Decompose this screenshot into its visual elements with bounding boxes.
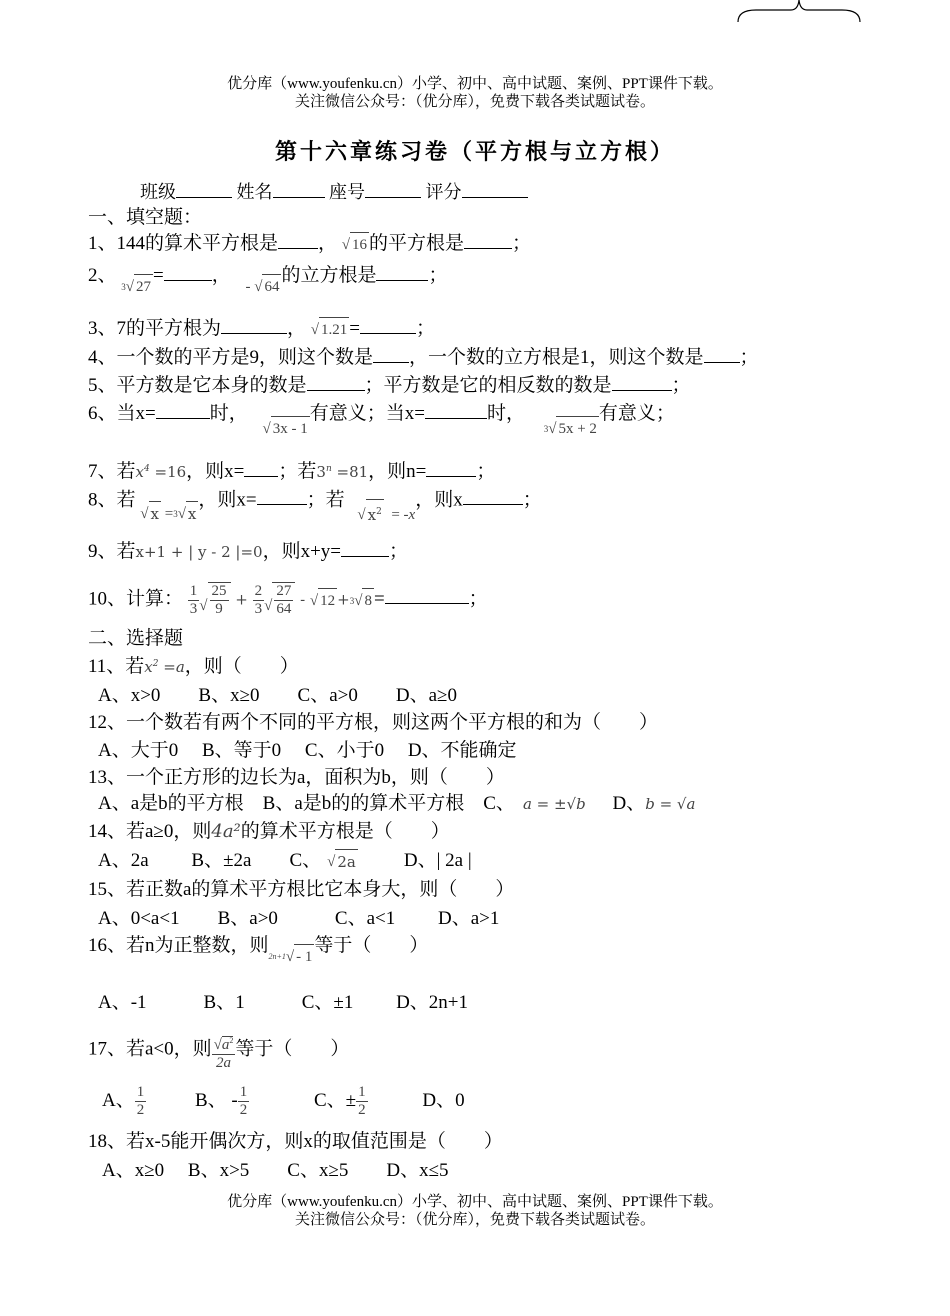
q11-options: A、x>0 B、x≥0 C、a>0 D、a≥0: [98, 685, 457, 706]
q11-eq-a: =a: [163, 658, 185, 676]
question-17: [88, 1030, 349, 1070]
header-line-1: 优分库（www.youfenku.cn）小学、初中、高中试题、案例、PPT课件下载。: [227, 76, 723, 92]
q9-text: 9、若: [88, 541, 136, 562]
q10-text: 10、计算：: [88, 588, 184, 610]
q5-text: 5、平方数是它本身的数是: [88, 375, 307, 396]
footer-line-1: 优分库（www.youfenku.cn）小学、初中、高中试题、案例、PPT课件下载。: [227, 1194, 723, 1210]
cbrt-27: 3 √ 27: [121, 274, 153, 299]
q7-text-4: ，则n=: [368, 461, 427, 482]
footer-line-2: 关注微信公众号：（优分库），免费下载各类试题试卷。: [294, 1212, 655, 1228]
seat-blank[interactable]: [365, 181, 421, 198]
q14-options: [98, 849, 472, 874]
page-title: 第十六章练习卷（平方根与立方根）: [274, 139, 675, 164]
q17-options: [102, 1084, 465, 1119]
q3-blank-2[interactable]: [360, 317, 416, 334]
q7-text: 7、若: [88, 461, 136, 482]
frac-half-c: $\frac{1}{2}$: [358, 1084, 366, 1118]
q13-options: [98, 792, 695, 816]
q8-text-4: ，则x: [415, 489, 463, 511]
question-3: [88, 317, 435, 342]
cbrt-5x-2: 3 √ 5x + 2: [544, 416, 599, 441]
q1-text: 1、144的算术平方根是: [88, 233, 279, 254]
3-to-n: 3$^n$: [316, 463, 332, 481]
question-4: [88, 346, 759, 370]
q9-end: ；: [389, 541, 409, 562]
q16-text: 16、若n为正整数，则: [88, 935, 269, 956]
q10-blank[interactable]: [385, 587, 469, 604]
sqrt-3x-1-radicand: 3x - 1: [271, 416, 310, 441]
q7-eq-81: =81: [336, 463, 369, 481]
frac-sqrt-a2-over-2a: $\frac{√a^2}{2a}$: [212, 1032, 236, 1072]
q17-option-d: D、0: [422, 1089, 465, 1111]
sqrt-2a: √ 2a: [327, 849, 358, 874]
cbrt-27-radicand: 27: [134, 274, 153, 299]
q6-when: 时，: [209, 403, 248, 424]
class-blank[interactable]: [176, 181, 232, 198]
q2-blank-2[interactable]: [376, 264, 428, 281]
q3-eq: =: [349, 318, 360, 339]
score-label: 评分: [425, 182, 462, 202]
class-label: 班级: [140, 182, 176, 202]
sqrt-16-radicand: 16: [350, 232, 369, 257]
q1-blank-1[interactable]: [278, 232, 318, 249]
q1-text-2: 的平方根是: [369, 233, 465, 254]
question-2: [88, 264, 448, 296]
q6-end: 有意义；: [598, 403, 675, 424]
q8-blank-2[interactable]: [463, 488, 523, 505]
q8-blank-1[interactable]: [257, 488, 307, 505]
question-13: 13、一个正方形的边长为a，面积为b，则（ ）: [88, 767, 505, 788]
q17-option-a-label: A、: [102, 1089, 135, 1111]
q14-text-2: 的算术平方根是（ ）: [240, 821, 450, 842]
q17-option-b-label: B、 -: [194, 1089, 238, 1111]
neg-sqrt-64: - √ 64: [245, 274, 281, 299]
q7-eq-16: =16: [154, 463, 187, 481]
q14-options-text: A、2a B、±2a C、: [98, 850, 322, 871]
q1-blank-2[interactable]: [464, 232, 512, 249]
q4-blank-2[interactable]: [704, 346, 740, 363]
sqrt-12: √ 12: [310, 588, 337, 613]
q1-end: ；: [512, 233, 532, 254]
q3-comma: ，: [287, 318, 307, 339]
q2-blank-1[interactable]: [164, 264, 212, 281]
q8-text: 8、若: [88, 489, 136, 511]
q12-options: A、大于0 B、等于0 C、小于0 D、不能确定: [98, 740, 517, 761]
q9-text-2: ，则x+y=: [262, 541, 342, 562]
q6-blank-2[interactable]: [425, 402, 487, 419]
q2-end: ；: [428, 265, 448, 286]
x-to-4: $x^4$: [135, 463, 150, 481]
q17-option-c-label: C、±: [314, 1089, 357, 1111]
q8-end: ；: [522, 489, 542, 511]
brace-decoration: [736, 0, 862, 24]
section-2-heading: 二、选择题: [88, 628, 184, 649]
q16-options: A、-1 B、1 C、±1 D、2n+1: [98, 992, 469, 1013]
question-15: 15、若正数a的算术平方根比它本身大，则（ ）: [88, 879, 515, 900]
q7-text-3: ；若: [278, 461, 317, 482]
frac-half-b: $\frac{1}{2}$: [239, 1084, 248, 1118]
q4-end: ；: [739, 347, 759, 368]
q17-text: 17、若a<0，则: [88, 1038, 212, 1060]
sqrt-x-eq-cbrt-x: √ x = 3 √ x: [140, 501, 198, 526]
q3-blank-1[interactable]: [221, 317, 287, 334]
q14-text: 14、若a≥0，则: [88, 821, 212, 842]
q4-text-2: ，一个数的立方根是1，则这个数是: [409, 347, 704, 368]
q4-blank-1[interactable]: [373, 346, 409, 363]
q6-blank-1[interactable]: [156, 402, 210, 419]
sqrt-64-radicand: 64: [262, 274, 281, 299]
q15-options: A、0<a<1 B、a>0 C、a<1 D、a>1: [98, 908, 500, 929]
q6-text: 6、当x=: [88, 403, 156, 424]
question-18: 18、若x-5能开偶次方，则x的取值范围是（ ）: [88, 1131, 503, 1152]
q18-options: A、x≥0 B、x>5 C、x≥5 D、x≤5: [102, 1160, 449, 1181]
cbrt-5x-2-radicand: 5x + 2: [556, 416, 598, 441]
q1-comma: ，: [318, 233, 338, 254]
q3-end: ；: [415, 318, 435, 339]
q3-text: 3、7的平方根为: [88, 318, 222, 339]
q2-eq: =: [153, 265, 164, 286]
sqrt-x2-eq-neg-x: √ $x^2$ = - x: [357, 499, 415, 527]
q2-num: 2、: [88, 265, 117, 286]
q16-text-2: 等于（ ）: [314, 935, 429, 956]
question-12: 12、一个数若有两个不同的平方根，则这两个平方根的和为（ ）: [88, 712, 659, 733]
x-squared: $x^2$: [144, 658, 159, 676]
sqrt-1-21-radicand: 1.21: [319, 317, 349, 342]
frac-2-3: $\frac{2}{3}$: [254, 582, 263, 617]
question-11: [88, 652, 299, 679]
q10-end: ；: [468, 588, 488, 610]
question-1: [88, 232, 531, 257]
q4-text: 4、一个数的平方是9，则这个数是: [88, 347, 374, 368]
frac-1-3: $\frac{1}{3}$: [189, 582, 198, 617]
q6-when-2: 时，: [486, 403, 525, 424]
q17-text-2: 等于（ ）: [235, 1038, 350, 1060]
q10-eq: =: [373, 588, 385, 610]
question-14: [88, 820, 450, 844]
sqrt-3x-1: √ 3x - 1: [262, 416, 309, 441]
root-2n1-neg1: 2n+1 √ - 1: [269, 944, 315, 969]
q5-text-2: ；平方数是它的相反数的数是: [364, 375, 612, 396]
q5-end: ；: [671, 375, 691, 396]
info-row: [140, 180, 528, 204]
q14-option-d: D、| 2a |: [403, 850, 472, 871]
frac-half-a: $\frac{1}{2}$: [136, 1084, 145, 1118]
question-8: [88, 487, 542, 524]
q11-text-2: ，则（ ）: [184, 656, 299, 677]
q11-text: 11、若: [88, 656, 145, 677]
root-radicand: - 1: [294, 944, 314, 969]
q5-blank-2[interactable]: [612, 374, 672, 391]
question-7: [88, 457, 495, 484]
sqrt-25-9: √ $\frac{25}{9}$: [199, 582, 230, 618]
question-10: 10、计算： $\frac{1}{3}$ √ $\frac{25}{9}$ + $\frac{2}{3}$ √ $\frac{27}{64}$ - √ 12 + 3 √ 8 = ；: [88, 582, 488, 617]
score-blank[interactable]: [462, 181, 528, 198]
seat-label: 座号: [329, 182, 365, 202]
q7-text-2: ，则x=: [186, 461, 245, 482]
sqrt-2a-radicand: 2a: [335, 849, 358, 874]
question-16: [88, 934, 429, 966]
q7-end: ；: [476, 461, 496, 482]
q2-comma: ，: [211, 265, 231, 286]
question-9: [88, 540, 408, 564]
q2-text: 的立方根是: [281, 265, 377, 286]
name-blank[interactable]: [273, 181, 325, 198]
section-1-heading: 一、填空题：: [88, 207, 203, 228]
q7-blank-1[interactable]: [244, 460, 278, 477]
q9-blank[interactable]: [341, 540, 389, 557]
q8-text-3: ；若: [306, 489, 345, 511]
header-line-2: 关注微信公众号：（优分库），免费下载各类试题试卷。: [294, 94, 655, 110]
sqrt-27-64: √ $\frac{27}{64}$: [264, 582, 295, 618]
question-6: [88, 402, 675, 438]
q13-option-d-expr: b = √a: [645, 795, 696, 813]
q7-blank-2[interactable]: [426, 460, 476, 477]
question-5: [88, 374, 691, 398]
name-label: 姓名: [236, 182, 273, 202]
q6-text-2: 有意义；当x=: [309, 403, 425, 424]
sqrt-16: √ 16: [342, 232, 369, 257]
sqrt-1-21: √ 1.21: [311, 317, 349, 342]
q8-text-2: ，则x=: [198, 489, 257, 511]
q14-expr: 4a²: [211, 821, 241, 842]
q13-options-text: A、a是b的平方根 B、a是b的的算术平方根 C、: [98, 793, 515, 814]
q5-blank-1[interactable]: [307, 374, 365, 391]
q9-expr: x+1 + | y - 2 |=0: [135, 543, 263, 561]
q13-option-c-expr: a = ±√b: [522, 795, 586, 813]
q13-option-d-label: D、: [612, 793, 646, 814]
cbrt-8: 3 √ 8: [350, 588, 374, 613]
